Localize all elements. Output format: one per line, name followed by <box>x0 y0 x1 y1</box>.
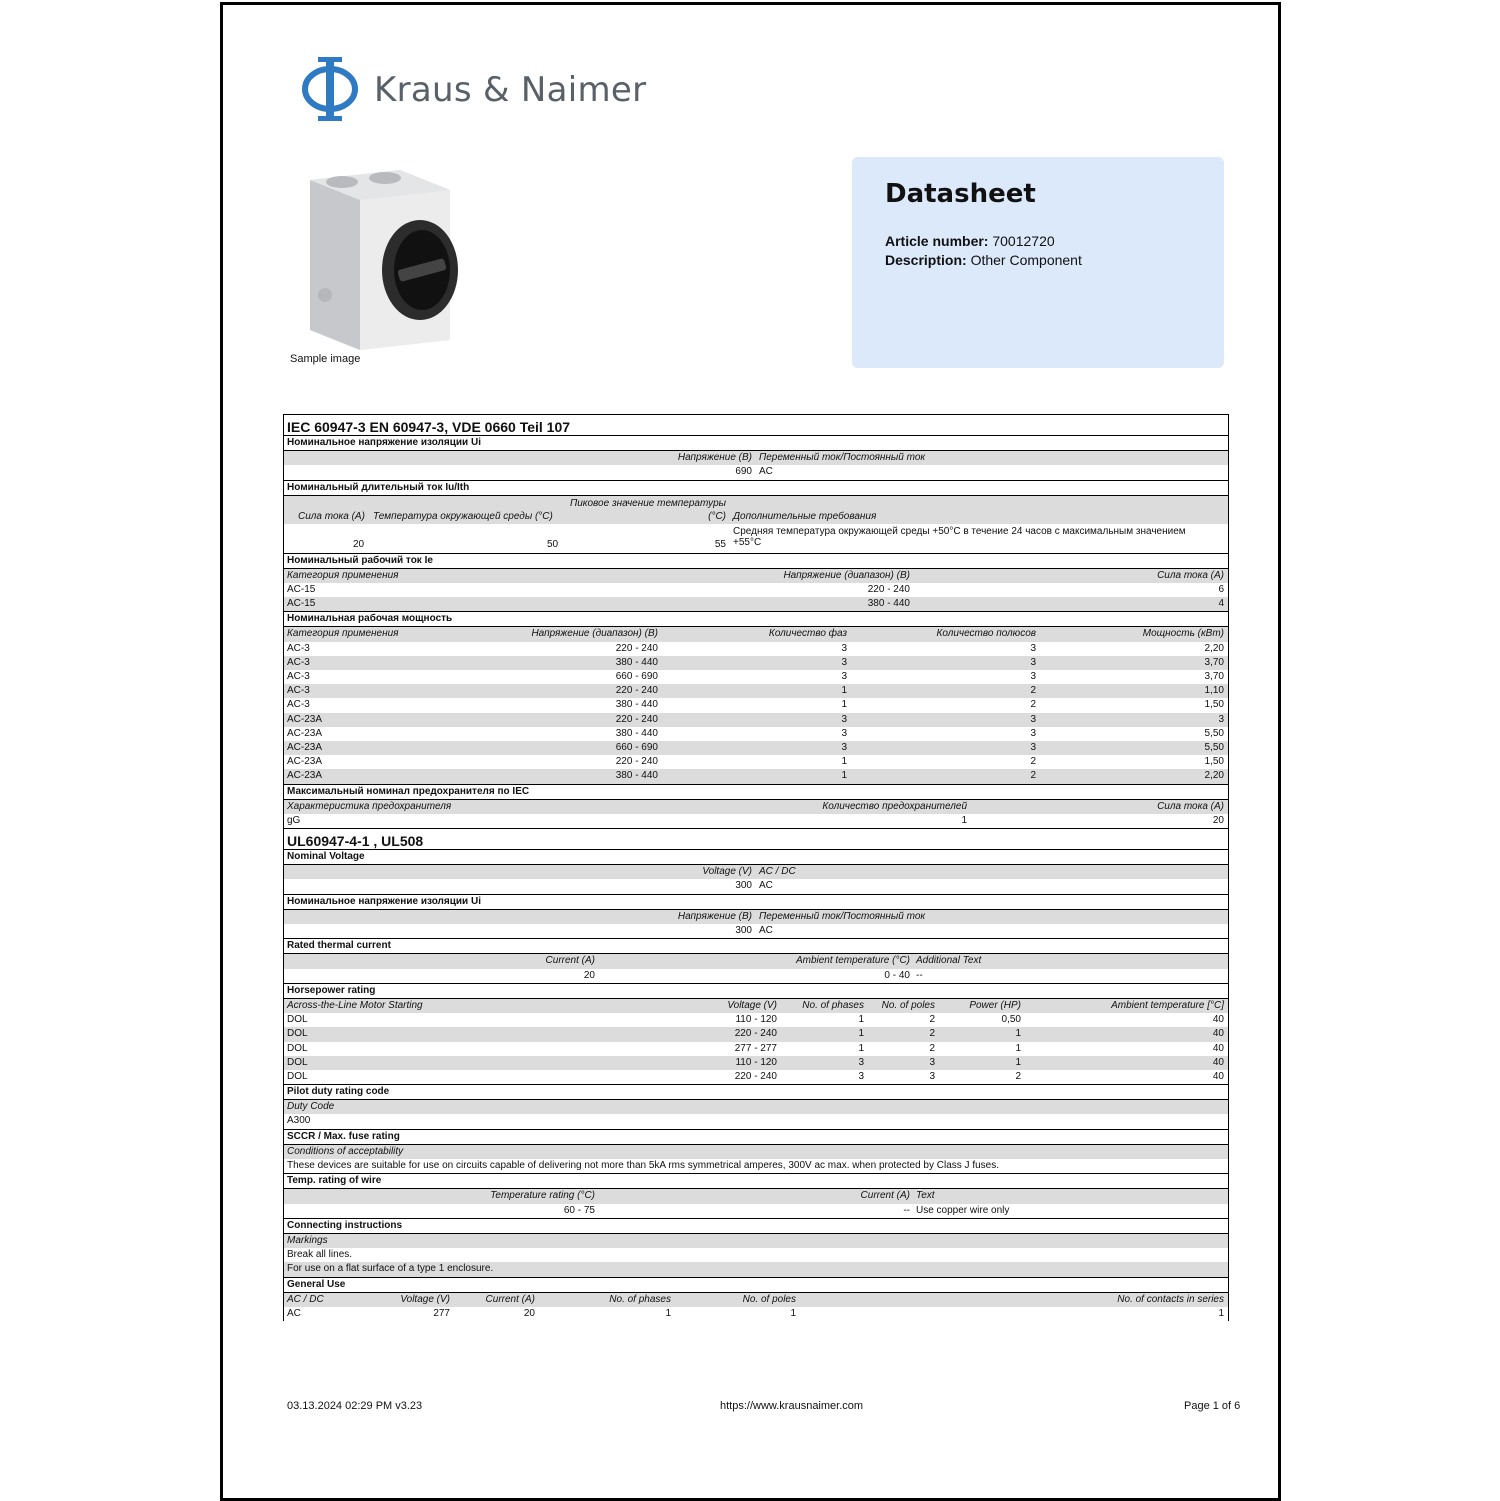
table-cell: +55°C <box>733 537 762 549</box>
table-cell: 3,70 <box>1204 671 1224 683</box>
table-cell: 3,70 <box>1204 656 1224 668</box>
table-cell: 40 <box>1212 1014 1224 1026</box>
group-title: General Use <box>284 1277 1228 1293</box>
header-cell: AC / DC <box>759 866 796 878</box>
table-header-row <box>284 451 1228 465</box>
table-row <box>284 879 1228 893</box>
header-cell: Характеристика предохранителя <box>287 800 452 812</box>
table-cell: 3 <box>1030 642 1036 654</box>
table-cell: 110 - 120 <box>735 1056 777 1068</box>
table-cell: 2 <box>1030 699 1036 711</box>
table-cell: AC-15 <box>287 598 316 610</box>
footer-url-link[interactable]: https://www.krausnaimer.com <box>720 1400 864 1412</box>
table-row <box>284 524 1228 552</box>
header-cell: Категория применения <box>287 628 399 640</box>
table-cell: 3 <box>1030 671 1036 683</box>
description-label: Description: <box>885 252 967 268</box>
table-cell: 0,50 <box>1001 1014 1021 1026</box>
table-row <box>284 1114 1228 1128</box>
article-number-line <box>885 233 1055 249</box>
header-cell: Power (HP) <box>969 999 1021 1011</box>
table-cell: 2 <box>1030 756 1036 768</box>
iec-section-title: IEC 60947-3 EN 60947-3, VDE 0660 Teil 107 <box>284 415 1228 436</box>
header-cell: (°C) <box>708 510 726 522</box>
table-cell: 1,10 <box>1204 685 1224 697</box>
table-cell: 20 <box>1212 814 1224 826</box>
header-cell: Напряжение (В) <box>677 910 752 922</box>
header-cell: Across-the-Line Motor Starting <box>287 999 423 1011</box>
table-cell: 1 <box>841 699 847 711</box>
table-cell: 3 <box>841 642 847 654</box>
header-cell: Markings <box>287 1234 328 1246</box>
table-row <box>284 583 1228 597</box>
table-cell: 2 <box>1030 685 1036 697</box>
table-cell: 660 - 690 <box>615 671 658 683</box>
article-number-value: 70012720 <box>992 233 1055 249</box>
table-row <box>284 1248 1228 1262</box>
header-cell: Пиковое значение температуры <box>569 497 726 509</box>
table-cell: 300 <box>735 880 752 892</box>
header-cell: AC / DC <box>287 1293 324 1305</box>
table-cell: 3 <box>841 741 847 753</box>
table-cell: 380 - 440 <box>615 699 658 711</box>
table-cell: 40 <box>1212 1028 1224 1040</box>
table-cell: 2 <box>1030 770 1036 782</box>
header-cell: Дополнительные требования <box>733 510 877 522</box>
table-header-row <box>284 800 1228 814</box>
header-cell: Voltage (V) <box>400 1293 450 1305</box>
table-cell: 20 <box>583 969 595 981</box>
table-row <box>284 670 1228 684</box>
group-title: Максимальный номинал предохранителя по IEC <box>284 784 1228 800</box>
phi-logo-icon <box>300 55 360 125</box>
table-cell: AC-3 <box>287 671 310 683</box>
group-title: Connecting instructions <box>284 1218 1228 1234</box>
table-cell: 1 <box>858 1042 864 1054</box>
group-title: Номинальная рабочая мощность <box>284 611 1228 627</box>
header-cell: Напряжение (диапазон) (В) <box>531 628 658 640</box>
table-cell: 660 - 690 <box>615 741 658 753</box>
table-row <box>284 741 1228 755</box>
table-cell: Break all lines. <box>287 1249 353 1261</box>
table-header-row <box>284 496 1228 524</box>
table-cell: AC <box>759 466 773 478</box>
table-cell: 1,50 <box>1204 699 1224 711</box>
table-header-row <box>284 569 1228 583</box>
table-row <box>284 924 1228 938</box>
table-cell: 6 <box>1218 583 1224 595</box>
table-cell: 380 - 440 <box>615 770 658 782</box>
table-cell: 220 - 240 <box>615 713 658 725</box>
table-row <box>284 656 1228 670</box>
header-cell: Current (A) <box>545 955 595 967</box>
table-cell: DOL <box>287 1042 308 1054</box>
table-cell: 380 - 440 <box>615 656 658 668</box>
datasheet-info-box <box>852 157 1224 368</box>
table-cell: 220 - 240 <box>615 685 658 697</box>
table-cell: 220 - 240 <box>615 756 658 768</box>
table-cell: 1 <box>858 1014 864 1026</box>
table-row <box>284 1027 1228 1041</box>
table-cell: AC <box>759 925 773 937</box>
header-cell: Переменный ток/Постоянный ток <box>759 910 926 922</box>
table-cell: 3 <box>1030 656 1036 668</box>
header-cell: Temperature rating (°C) <box>490 1190 595 1202</box>
table-cell: 40 <box>1212 1042 1224 1054</box>
brand-logo <box>300 55 646 125</box>
header-cell: Сила тока (A) <box>1157 800 1224 812</box>
table-cell: DOL <box>287 1056 308 1068</box>
header-cell: Мощность (кВт) <box>1142 628 1224 640</box>
header-cell: No. of poles <box>881 999 935 1011</box>
header-cell: Напряжение (диапазон) (В) <box>783 569 910 581</box>
header-cell: No. of contacts in series <box>1117 1293 1224 1305</box>
description-line <box>885 252 1082 268</box>
table-cell: 3 <box>841 713 847 725</box>
product-image <box>300 160 460 350</box>
table-row <box>284 1056 1228 1070</box>
header-cell: Current (A) <box>860 1190 910 1202</box>
table-cell: AC-23A <box>287 770 323 782</box>
header-cell: Duty Code <box>287 1101 335 1113</box>
table-row <box>284 642 1228 656</box>
table-row <box>284 755 1228 769</box>
table-cell: 3 <box>1030 741 1036 753</box>
table-cell: These devices are suitable for use on circuits capable of delivering not more than 5kA rms symmetrical amperes, 300V ac max. when protected by Class J fuses. <box>287 1160 999 1172</box>
group-title: Номинальный длительный ток Iu/Ith <box>284 480 1228 496</box>
header-cell: Сила тока (А) <box>298 510 365 522</box>
header-cell: Переменный ток/Постоянный ток <box>759 452 926 464</box>
table-row <box>284 1204 1228 1218</box>
table-cell: 5,50 <box>1204 741 1224 753</box>
table-cell: 220 - 240 <box>734 1028 777 1040</box>
table-row <box>284 597 1228 611</box>
table-cell: 20 <box>353 539 365 551</box>
table-row <box>284 1013 1228 1027</box>
group-title: Номинальный рабочий ток Ie <box>284 553 1228 569</box>
table-cell: 300 <box>735 925 752 937</box>
table-row <box>284 727 1228 741</box>
table-cell: 60 - 75 <box>563 1204 595 1216</box>
footer-date: 03.13.2024 02:29 PM v3.23 <box>287 1400 423 1412</box>
table-cell: For use on a flat surface of a type 1 enclosure. <box>287 1263 494 1275</box>
spec-table <box>283 414 1229 1321</box>
power-rows <box>284 642 1228 784</box>
description-value: Other Component <box>970 252 1082 268</box>
table-cell: 3 <box>929 1056 935 1068</box>
table-cell: 220 - 240 <box>615 642 658 654</box>
table-cell: -- <box>916 969 923 981</box>
table-cell: Средняя температура окружающей среды +50°C в течение 24 часов с максимальным значением <box>733 526 1186 538</box>
table-cell: 380 - 440 <box>615 727 658 739</box>
table-row <box>284 1262 1228 1276</box>
table-cell: 3 <box>841 727 847 739</box>
table-cell: AC-3 <box>287 642 310 654</box>
table-cell: 2,20 <box>1204 770 1224 782</box>
table-cell: 5,50 <box>1204 727 1224 739</box>
hp-rows <box>284 1013 1228 1084</box>
table-row <box>284 969 1228 983</box>
table-row <box>284 698 1228 712</box>
table-cell: 1 <box>961 814 967 826</box>
table-cell: 1 <box>790 1307 796 1319</box>
table-cell: 277 <box>433 1307 450 1319</box>
table-header-row <box>284 1100 1228 1114</box>
ul-section-title: UL60947-4-1 , UL508 <box>284 828 1228 850</box>
table-cell: 2 <box>929 1028 935 1040</box>
table-cell: 55 <box>714 539 726 551</box>
table-cell: 0 - 40 <box>884 969 910 981</box>
table-row <box>284 684 1228 698</box>
table-cell: 3 <box>841 671 847 683</box>
table-cell: 1 <box>1015 1028 1021 1040</box>
table-row <box>284 465 1228 479</box>
table-cell: 50 <box>547 539 559 551</box>
group-title: Номинальное напряжение изоляции Ui <box>284 894 1228 910</box>
table-cell: AC-15 <box>287 583 316 595</box>
header-cell: Температура окружающей среды (°C) <box>373 510 553 522</box>
table-header-row <box>284 910 1228 924</box>
header-cell: Напряжение (В) <box>677 452 752 464</box>
header-cell: Text <box>916 1190 935 1202</box>
table-header-row <box>284 1189 1228 1203</box>
table-header-row <box>284 1293 1228 1307</box>
image-caption: Sample image <box>290 353 361 365</box>
table-cell: 1 <box>1015 1056 1021 1068</box>
table-cell: 1 <box>841 756 847 768</box>
table-header-row <box>284 627 1228 641</box>
table-row <box>284 1070 1228 1084</box>
header-cell: Количество предохранителей <box>822 800 967 812</box>
table-cell: AC <box>759 880 773 892</box>
header-cell: Ambient temperature (°C) <box>795 955 910 967</box>
table-cell: DOL <box>287 1014 308 1026</box>
table-cell: 3 <box>929 1070 935 1082</box>
table-cell: DOL <box>287 1070 308 1082</box>
table-cell: -- <box>903 1204 910 1216</box>
datasheet-title: Datasheet <box>885 179 1036 209</box>
brand-name: Kraus & Naimer <box>374 70 647 110</box>
table-cell: 380 - 440 <box>867 598 910 610</box>
table-cell: gG <box>287 814 301 826</box>
table-cell: 690 <box>735 466 752 478</box>
table-cell: 2,20 <box>1204 642 1224 654</box>
header-cell: No. of phases <box>609 1293 671 1305</box>
table-header-row <box>284 954 1228 968</box>
table-cell: A300 <box>287 1115 311 1127</box>
header-cell: Conditions of acceptability <box>287 1145 404 1157</box>
table-row <box>284 1307 1228 1321</box>
table-cell: DOL <box>287 1028 308 1040</box>
table-row <box>284 1159 1228 1173</box>
table-cell: 3 <box>1030 713 1036 725</box>
header-cell: Ambient temperature [°C] <box>1111 999 1224 1011</box>
table-header-row <box>284 865 1228 879</box>
footer-page-number: Page 1 of 6 <box>1184 1400 1241 1412</box>
header-cell: Категория применения <box>287 569 399 581</box>
header-cell: Количество полюсов <box>936 628 1036 640</box>
table-cell: Use copper wire only <box>916 1204 1010 1216</box>
group-title: Номинальное напряжение изоляции Ui <box>284 436 1228 451</box>
table-cell: 1 <box>858 1028 864 1040</box>
article-number-label: Article number: <box>885 233 989 249</box>
table-cell: AC-3 <box>287 699 310 711</box>
table-cell: 2 <box>929 1042 935 1054</box>
group-title: Nominal Voltage <box>284 850 1228 865</box>
table-cell: 3 <box>841 656 847 668</box>
table-cell: 3 <box>858 1070 864 1082</box>
table-cell: AC-23A <box>287 741 323 753</box>
ie-rows <box>284 583 1228 611</box>
table-cell: 3 <box>858 1056 864 1068</box>
table-cell: 220 - 240 <box>867 583 910 595</box>
table-cell: AC-3 <box>287 656 310 668</box>
table-cell: 3 <box>1030 727 1036 739</box>
header-cell: Количество фаз <box>768 628 847 640</box>
table-cell: 2 <box>1015 1070 1021 1082</box>
table-cell: 1 <box>1015 1042 1021 1054</box>
group-title: Pilot duty rating code <box>284 1084 1228 1100</box>
table-cell: 1 <box>841 685 847 697</box>
table-cell: 40 <box>1212 1070 1224 1082</box>
table-cell: 20 <box>523 1307 535 1319</box>
table-cell: 1 <box>841 770 847 782</box>
table-cell: 40 <box>1212 1056 1224 1068</box>
table-cell: AC-3 <box>287 685 310 697</box>
table-header-row <box>284 1145 1228 1159</box>
table-row <box>284 769 1228 783</box>
table-cell: 4 <box>1218 598 1224 610</box>
header-cell: Additional Text <box>916 955 982 967</box>
header-cell: Voltage (V) <box>727 999 777 1011</box>
table-cell: AC-23A <box>287 756 323 768</box>
group-title: Horsepower rating <box>284 983 1228 999</box>
table-header-row <box>284 1234 1228 1248</box>
header-cell: No. of phases <box>802 999 864 1011</box>
group-title: Rated thermal current <box>284 938 1228 954</box>
table-row <box>284 1042 1228 1056</box>
table-cell: 1 <box>1218 1307 1224 1319</box>
group-title: Temp. rating of wire <box>284 1173 1228 1189</box>
table-row <box>284 713 1228 727</box>
table-cell: 220 - 240 <box>734 1070 777 1082</box>
table-cell: AC-23A <box>287 713 323 725</box>
table-cell: AC <box>287 1307 301 1319</box>
table-cell: 1 <box>665 1307 671 1319</box>
table-cell: 2 <box>929 1014 935 1026</box>
table-cell: 277 - 277 <box>734 1042 777 1054</box>
table-row <box>284 814 1228 828</box>
group-title: SCCR / Max. fuse rating <box>284 1129 1228 1145</box>
table-cell: 3 <box>1218 713 1224 725</box>
header-cell: Voltage (V) <box>702 866 752 878</box>
header-cell: Current (A) <box>485 1293 535 1305</box>
header-cell: No. of poles <box>742 1293 796 1305</box>
table-cell: 110 - 120 <box>735 1014 777 1026</box>
table-header-row <box>284 999 1228 1013</box>
table-cell: 1,50 <box>1204 756 1224 768</box>
table-cell: AC-23A <box>287 727 323 739</box>
header-cell: Сила тока (A) <box>1157 569 1224 581</box>
